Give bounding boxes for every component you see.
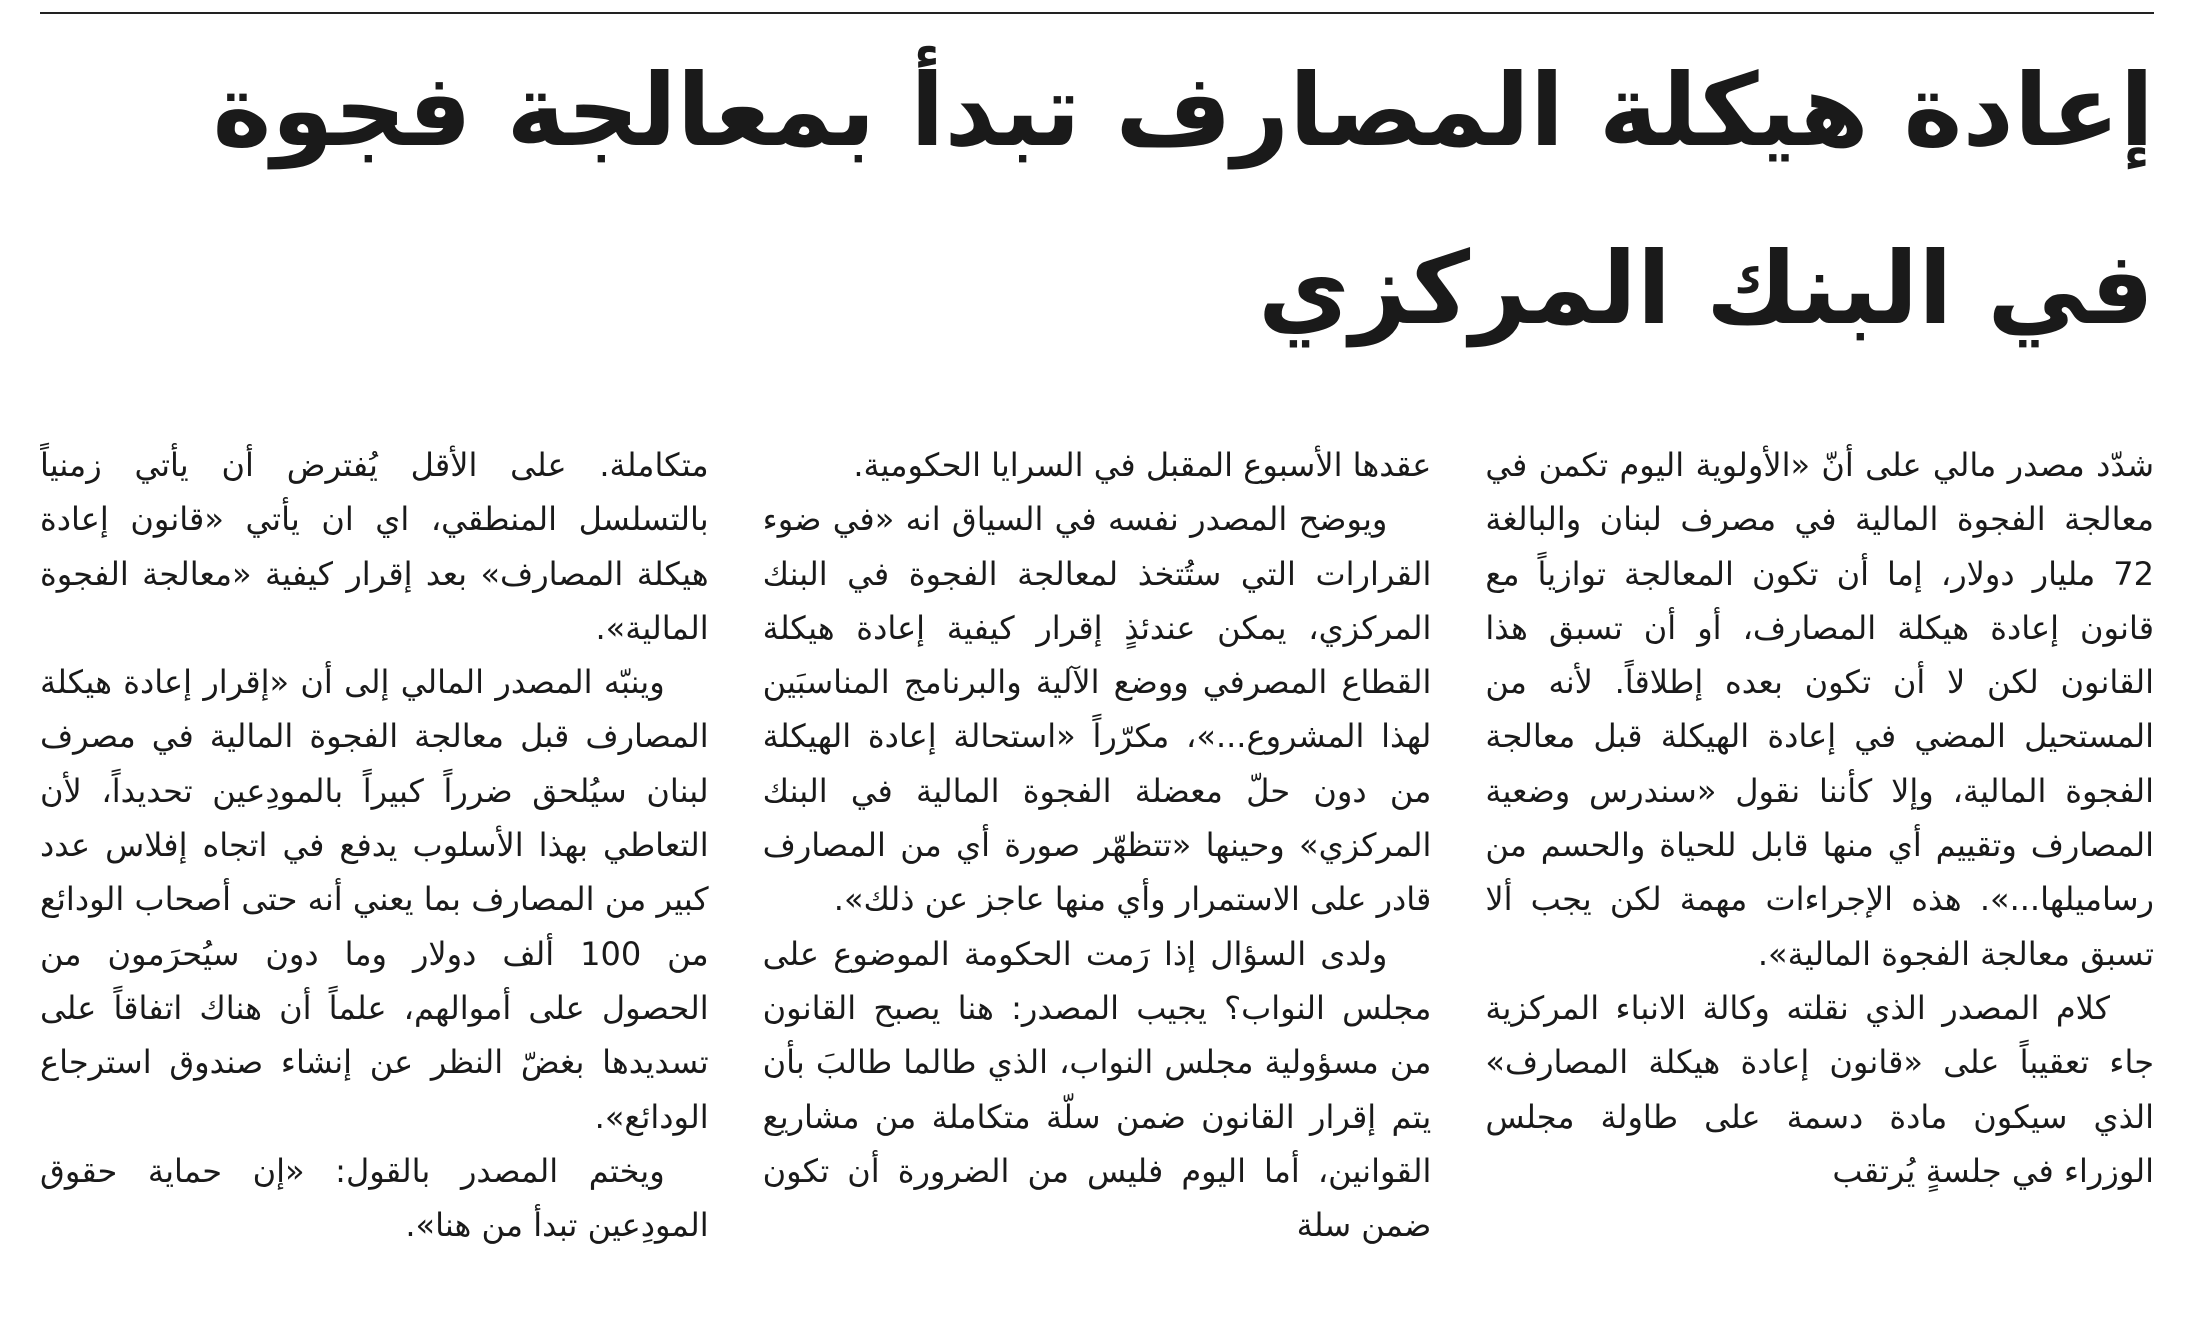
article-paragraph: كلام المصدر الذي نقلته وكالة الانباء المركزية جاء تعقيباً على «قانون إعادة هيكلة المصارف» الذي سيكون مادة دسمة على طاولة مجلس الوزراء في جلسةٍ يُرتقب [1485, 988, 2154, 1190]
top-rule [40, 12, 2154, 14]
article-headline: إعادة هيكلة المصارف تبدأ بمعالجة فجوة في البنك المركزي [212, 52, 2154, 347]
article-paragraph: عقدها الأسبوع المقبل في السرايا الحكومية. [853, 446, 1432, 484]
article-paragraph: متكاملة. على الأقل يُفترض أن يأتي زمنياً بالتسلسل المنطقي، اي ان يأتي «قانون إعادة هيكلة المصارف» بعد إقرار كيفية «معالجة الفجوة المالية». [39, 446, 709, 647]
article-column-2 [763, 438, 1432, 1318]
article-paragraph: ويختم المصدر بالقول: «إن حماية حقوق المودِعين تبدأ من هنا». [39, 1151, 709, 1245]
article-paragraph: شدّد مصدر مالي على أنّ «الأولوية اليوم تكمن في معالجة الفجوة المالية في مصرف لبنان والبالغة 72 مليار دولار، إما أن تكون المعالجة توازياً مع قانون إعادة هيكلة المصارف، أو أن تسبق هذا القانون لكن لا أن تكون بعده إطلاقاً. لأنه من المستحيل المضي في إعادة الهيكلة قبل معالجة الفجوة المالية، وإلا كأننا نقول «سندرس وضعية المصارف وتقييم أي منها قابل للحياة والحسم من رساميلها...». هذه الإجراءات مهمة لكن يجب ألا تسبق معالجة الفجوة المالية». [1485, 446, 2154, 973]
article-column-1 [1485, 438, 2154, 1318]
article-paragraph: ويوضح المصدر نفسه في السياق انه «في ضوء القرارات التي ستُتخذ لمعالجة الفجوة في البنك المركزي، يمكن عندئذٍ إقرار كيفية إعادة هيكلة القطاع المصرفي ووضع الآلية والبرنامج المناسبَين لهذا المشروع...»، مكرّراً «استحالة إعادة الهيكلة من دون حلّ معضلة الفجوة المالية في البنك المركزي» وحينها «تتظهّر صورة أي من المصارف قادر على الاستمرار وأي منها عاجز عن ذلك». [762, 500, 1432, 919]
article-columns [40, 438, 2154, 1318]
article-paragraph: ولدى السؤال إذا رَمت الحكومة الموضوع على مجلس النواب؟ يجيب المصدر: هنا يصبح القانون من مسؤولية مجلس النواب، الذي طالما طالبَ بأن يتم إقرار القانون ضمن سلّة متكاملة من مشاريع القوانين، أما اليوم فليس من الضرورة أن تكون ضمن سلة [762, 934, 1432, 1245]
article-column-3 [40, 438, 709, 1318]
article-paragraph: وينبّه المصدر المالي إلى أن «إقرار إعادة هيكلة المصارف قبل معالجة الفجوة المالية في مصرف لبنان سيُلحق ضرراً كبيراً بالمودِعين تحديداً، لأن التعاطي بهذا الأسلوب يدفع في اتجاه إفلاس عدد كبير من المصارف بما يعني أنه حتى أصحاب الودائع من 100 ألف دولار وما دون سيُحرَمون من الحصول على أموالهم، علماً أن هناك اتفاقاً على تسديدها بغضّ النظر عن إنشاء صندوق استرجاع الودائع». [39, 663, 709, 1136]
